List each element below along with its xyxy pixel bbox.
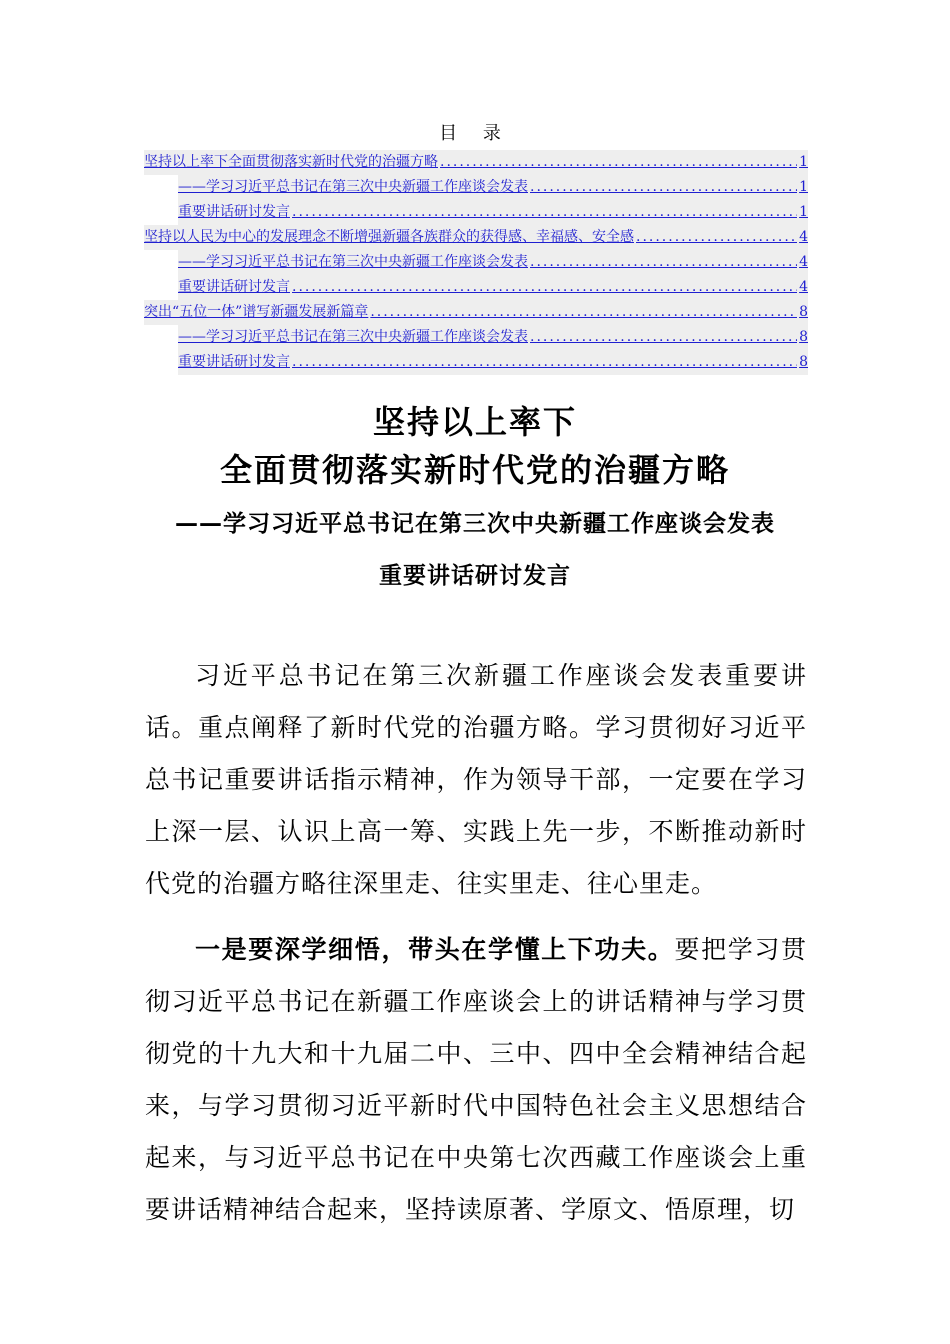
toc-leader-dots	[530, 250, 797, 275]
toc-leader-dots	[292, 275, 797, 300]
toc-entry-9[interactable]	[178, 350, 808, 375]
toc-entry-page: 8	[799, 354, 808, 370]
toc-entry-label: ——学习习近平总书记在第三次中央新疆工作座谈会发表	[178, 254, 528, 270]
article-title-line-2: 全面贯彻落实新时代党的治疆方略	[219, 451, 730, 489]
toc-entry-page: 4	[799, 229, 808, 245]
toc-entry-label: ——学习习近平总书记在第三次中央新疆工作座谈会发表	[178, 329, 528, 345]
toc-entry-5[interactable]	[178, 250, 808, 275]
toc-entry-label: 坚持以上率下全面贯彻落实新时代党的治疆方略	[144, 154, 438, 170]
toc-leader-dots	[292, 350, 797, 375]
toc-entry-page: 1	[799, 204, 808, 220]
toc-entry-label: 重要讲话研讨发言	[178, 279, 290, 295]
toc-leader-dots	[530, 325, 797, 350]
toc-entry-7[interactable]	[144, 300, 808, 325]
article-subtitle-line-2: 重要讲话研讨发言	[379, 563, 571, 589]
toc-leader-dots	[292, 200, 797, 225]
toc-entry-3[interactable]	[178, 200, 808, 225]
body-paragraph-1: 习近平总书记在第三次新疆工作座谈会发表重要讲话。重点阐释了新时代党的治疆方略。学习贯彻好习近平总书记重要讲话指示精神，作为领导干部，一定要在学习上深一层、认识上高一筹、实践上先一步，不断推动新时代党的治疆方略往深里走、往实里走、往心里走。	[145, 661, 807, 898]
article-body	[145, 650, 807, 1250]
toc-entry-4[interactable]	[144, 225, 808, 250]
toc-entry-label: 重要讲话研讨发言	[178, 354, 290, 370]
toc-leader-dots	[370, 300, 797, 325]
toc-entry-6[interactable]	[178, 275, 808, 300]
toc-entry-label: 重要讲话研讨发言	[178, 204, 290, 220]
paragraph-lead-sentence: 一是要深学细悟，带头在学懂上下功夫。	[195, 935, 675, 964]
toc-title: 目 录	[439, 123, 511, 144]
toc-leader-dots	[636, 225, 797, 250]
toc-entry-page: 4	[799, 279, 808, 295]
table-of-contents	[144, 150, 808, 375]
toc-entry-page: 8	[799, 329, 808, 345]
body-paragraph-2	[145, 924, 807, 1236]
article-title-line-1: 坚持以上率下	[372, 403, 577, 441]
toc-entry-page: 8	[799, 304, 808, 320]
toc-entry-2[interactable]	[178, 175, 808, 200]
toc-leader-dots	[530, 175, 797, 200]
toc-entry-page: 1	[799, 154, 808, 170]
article-subtitle-line-1: ——学习习近平总书记在第三次中央新疆工作座谈会发表	[175, 511, 775, 537]
toc-entry-8[interactable]	[178, 325, 808, 350]
paragraph-body-text: 要把学习贯彻习近平总书记在新疆工作座谈会上的讲话精神与学习贯彻党的十九大和十九届二中、三中、四中全会精神结合起来，与学习贯彻习近平新时代中国特色社会主义思想结合起来，与习近平总书记在中央第七次西藏工作座谈会上重要讲话精神结合起来，坚持读原著、学原文、悟原理，切	[145, 935, 807, 1224]
toc-entry-1[interactable]	[144, 150, 808, 175]
toc-entry-page: 1	[799, 179, 808, 195]
toc-entry-label: 突出“五位一体”谱写新疆发展新篇章	[144, 304, 369, 320]
toc-entry-page: 4	[799, 254, 808, 270]
toc-leader-dots	[440, 150, 797, 175]
toc-entry-label: 坚持以人民为中心的发展理念不断增强新疆各族群众的获得感、幸福感、安全感	[144, 229, 634, 245]
toc-entry-label: ——学习习近平总书记在第三次中央新疆工作座谈会发表	[178, 179, 528, 195]
